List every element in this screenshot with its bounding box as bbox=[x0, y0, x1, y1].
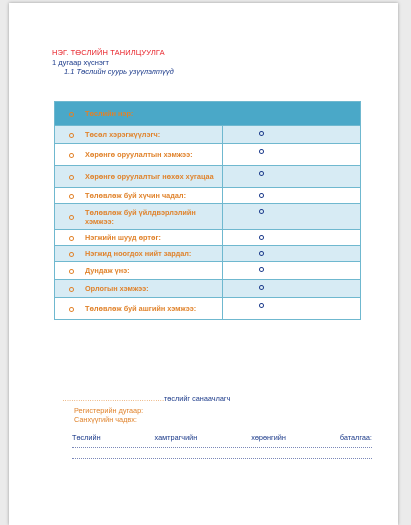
bullet-icon bbox=[69, 153, 74, 158]
bullet-icon bbox=[69, 307, 74, 312]
row-value-cell[interactable] bbox=[223, 126, 361, 144]
row-label: Нэгжид ноогдох нийт зардал: bbox=[85, 249, 192, 258]
initiator-signature-line bbox=[62, 394, 230, 403]
row-label-cell bbox=[55, 144, 223, 166]
registration-number-label: Регистерийн дугаар: bbox=[74, 406, 144, 415]
row-value-cell[interactable] bbox=[223, 230, 361, 246]
bullet-icon bbox=[69, 287, 74, 292]
row-label-cell bbox=[55, 230, 223, 246]
row-value-cell[interactable] bbox=[223, 166, 361, 188]
table-row bbox=[55, 204, 361, 230]
partners-word-2: хамтрагчийн bbox=[154, 433, 198, 442]
row-value-cell[interactable] bbox=[223, 144, 361, 166]
initiator-details bbox=[74, 406, 143, 424]
bullet-icon bbox=[69, 175, 74, 180]
table-row bbox=[55, 280, 361, 298]
bullet-icon bbox=[69, 215, 74, 220]
table-row bbox=[55, 298, 361, 320]
value-marker-icon bbox=[259, 251, 264, 256]
bullet-icon bbox=[69, 252, 74, 257]
row-label: Хөрөнгө оруулалтын хэмжээ: bbox=[85, 150, 193, 159]
row-value-cell[interactable] bbox=[223, 262, 361, 280]
row-label: Төлөвлөж буй хүчин чадал: bbox=[85, 191, 186, 200]
row-value-cell[interactable] bbox=[223, 280, 361, 298]
row-label-cell bbox=[55, 246, 223, 262]
value-marker-icon bbox=[259, 209, 264, 214]
row-label-cell bbox=[55, 262, 223, 280]
table-row bbox=[55, 188, 361, 204]
document-page bbox=[9, 3, 398, 525]
table-row bbox=[55, 102, 361, 126]
row-label: Орлогын хэмжээ: bbox=[85, 284, 149, 293]
value-marker-icon bbox=[259, 235, 264, 240]
table-row bbox=[55, 126, 361, 144]
table-row bbox=[55, 144, 361, 166]
partners-word-1: Төслийн bbox=[72, 433, 101, 442]
row-label: Дундаж үнэ: bbox=[85, 266, 130, 275]
row-label-cell bbox=[55, 204, 223, 230]
value-marker-icon bbox=[259, 149, 264, 154]
row-label: Төлөвлөж буй үйлдвэрлэлийн хэмжээ: bbox=[85, 207, 196, 226]
value-marker-icon bbox=[259, 267, 264, 272]
value-marker-icon bbox=[259, 193, 264, 198]
row-label: Төсөл хэрэгжүүлэгч: bbox=[85, 130, 161, 139]
fill-in-line bbox=[72, 458, 372, 459]
bullet-icon bbox=[69, 269, 74, 274]
subsection-heading: 1.1 Төслийн суурь узүүлэлтүүд bbox=[64, 67, 174, 76]
row-label: Төслийн нэр: bbox=[85, 109, 134, 118]
row-value-cell[interactable] bbox=[223, 246, 361, 262]
row-label: Хөрөнгө оруулалтыг нөхөх хугацаа bbox=[85, 172, 214, 181]
partners-word-3: хөрөнгийн bbox=[251, 433, 286, 442]
table-row bbox=[55, 166, 361, 188]
financial-capacity-label: Санхүүгийн чадвх: bbox=[74, 415, 137, 424]
partner-asset-guarantee bbox=[72, 433, 372, 442]
bullet-icon bbox=[69, 112, 74, 117]
row-label-cell bbox=[55, 298, 223, 320]
row-value-cell[interactable] bbox=[223, 188, 361, 204]
row-label-cell bbox=[55, 280, 223, 298]
partners-word-4: баталгаа: bbox=[339, 433, 372, 442]
value-marker-icon bbox=[259, 285, 264, 290]
row-label-cell bbox=[55, 102, 361, 126]
value-marker-icon bbox=[259, 303, 264, 308]
table-row bbox=[55, 230, 361, 246]
table-row bbox=[55, 246, 361, 262]
initiator-label: төслийг санаачлагч bbox=[163, 394, 231, 403]
project-info-table bbox=[54, 101, 361, 320]
bullet-icon bbox=[69, 194, 74, 199]
row-label: Нэгжийн шууд өртөг: bbox=[85, 233, 161, 242]
bullet-icon bbox=[69, 133, 74, 138]
row-label: Төлөвлөж буй ашгийн хэмжээ: bbox=[85, 304, 197, 313]
row-value-cell[interactable] bbox=[223, 204, 361, 230]
row-label-cell bbox=[55, 166, 223, 188]
signature-dots: ……………………………………… bbox=[62, 394, 164, 403]
table-caption: 1 дугаар хүснэгт bbox=[52, 58, 109, 67]
fill-in-line bbox=[72, 447, 372, 448]
row-label-cell bbox=[55, 188, 223, 204]
document-title: НЭГ. ТӨСЛИЙН ТАНИЛЦУУЛГА bbox=[52, 48, 165, 57]
row-value-cell[interactable] bbox=[223, 298, 361, 320]
table-row bbox=[55, 262, 361, 280]
value-marker-icon bbox=[259, 131, 264, 136]
bullet-icon bbox=[69, 236, 74, 241]
value-marker-icon bbox=[259, 171, 264, 176]
row-label-cell bbox=[55, 126, 223, 144]
